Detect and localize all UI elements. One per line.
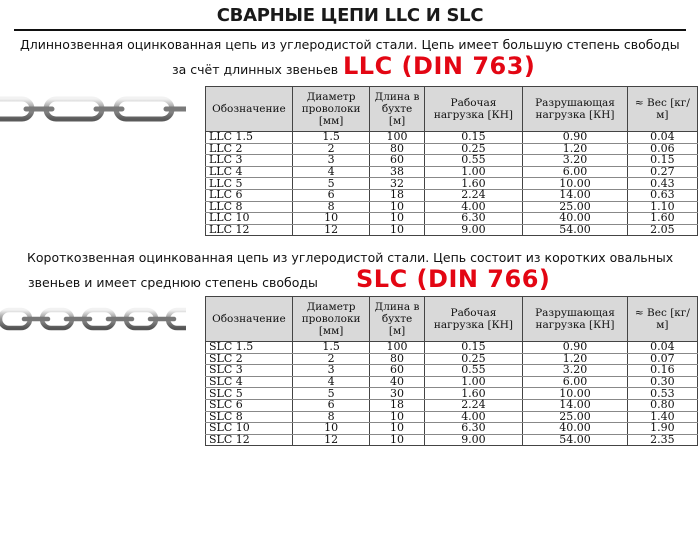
table-row — [206, 411, 698, 423]
table-cell: 6.30 — [424, 213, 522, 225]
table-cell: 4 — [292, 166, 369, 178]
cell-designation: SLC 12 — [206, 434, 293, 446]
table-cell: 0.07 — [627, 353, 697, 365]
llc-spec-table — [205, 86, 698, 236]
table-cell: 4.00 — [424, 201, 522, 213]
table-cell: 4.00 — [424, 411, 522, 423]
llc-standard-code: LLC (DIN 763) — [343, 52, 536, 80]
table-cell: 1.60 — [627, 213, 697, 225]
table-cell: 1.10 — [627, 201, 697, 213]
cell-designation: SLC 8 — [206, 411, 293, 423]
table-cell: 1.90 — [627, 423, 697, 435]
cell-designation: LLC 12 — [206, 224, 293, 236]
table-cell: 10.00 — [523, 388, 628, 400]
table-row — [206, 143, 698, 155]
table-cell: 38 — [370, 166, 424, 178]
table-cell: 6.30 — [424, 423, 522, 435]
cell-designation: SLC 10 — [206, 423, 293, 435]
table-cell: 3.20 — [523, 155, 628, 167]
short-link-chain-icon — [0, 306, 186, 332]
table-cell: 0.43 — [627, 178, 697, 190]
slc-spec-table — [205, 296, 698, 446]
table-cell: 25.00 — [523, 411, 628, 423]
table-cell: 6.00 — [523, 376, 628, 388]
table-cell: 1.60 — [424, 178, 522, 190]
table-cell: 54.00 — [523, 224, 628, 236]
table-cell: 2.05 — [627, 224, 697, 236]
table-cell: 0.04 — [627, 342, 697, 354]
column-header-weight: ≈ Вес [кг/м] — [627, 87, 697, 132]
table-cell: 32 — [370, 178, 424, 190]
table-row — [206, 353, 698, 365]
table-cell: 2 — [292, 353, 369, 365]
table-row — [206, 132, 698, 144]
llc-description-line-1: Длиннозвенная оцинкованная цепь из углеродистой стали. Цепь имеет большую степень свободы — [20, 37, 680, 52]
table-cell: 8 — [292, 201, 369, 213]
cell-designation: LLC 8 — [206, 201, 293, 213]
table-cell: 54.00 — [523, 434, 628, 446]
table-cell: 9.00 — [424, 224, 522, 236]
table-cell: 60 — [370, 365, 424, 377]
column-header-wire-diameter: Диаметр проволоки [мм] — [292, 297, 369, 342]
table-cell: 0.63 — [627, 189, 697, 201]
table-cell: 0.30 — [627, 376, 697, 388]
table-cell: 10 — [370, 434, 424, 446]
llc-description-line-2: за счёт длинных звеньев — [172, 62, 339, 77]
column-header-coil-length: Длина в бухте [м] — [370, 297, 424, 342]
table-row — [206, 376, 698, 388]
table-cell: 0.16 — [627, 365, 697, 377]
slc-header-row — [206, 297, 698, 342]
cell-designation: LLC 1.5 — [206, 132, 293, 144]
cell-designation: LLC 6 — [206, 189, 293, 201]
table-cell: 6 — [292, 189, 369, 201]
table-cell: 1.40 — [627, 411, 697, 423]
table-cell: 1.20 — [523, 353, 628, 365]
table-cell: 0.25 — [424, 143, 522, 155]
table-cell: 100 — [370, 342, 424, 354]
table-cell: 14.00 — [523, 189, 628, 201]
table-cell: 1.00 — [424, 166, 522, 178]
table-cell: 100 — [370, 132, 424, 144]
column-header-designation: Обозначение — [206, 297, 293, 342]
table-cell: 40.00 — [523, 213, 628, 225]
table-row — [206, 423, 698, 435]
table-cell: 0.06 — [627, 143, 697, 155]
column-header-coil-length: Длина в бухте [м] — [370, 87, 424, 132]
table-cell: 40 — [370, 376, 424, 388]
cell-designation: SLC 6 — [206, 399, 293, 411]
table-cell: 5 — [292, 388, 369, 400]
column-header-wire-diameter: Диаметр проволоки [мм] — [292, 87, 369, 132]
cell-designation: LLC 5 — [206, 178, 293, 190]
table-cell: 10 — [370, 201, 424, 213]
cell-designation: SLC 1.5 — [206, 342, 293, 354]
table-cell: 0.15 — [627, 155, 697, 167]
cell-designation: LLC 10 — [206, 213, 293, 225]
table-cell: 3 — [292, 365, 369, 377]
cell-designation: SLC 2 — [206, 353, 293, 365]
table-cell: 0.15 — [424, 132, 522, 144]
page-title: СВАРНЫЕ ЦЕПИ LLC И SLC — [216, 5, 484, 26]
table-cell: 3 — [292, 155, 369, 167]
title-divider — [14, 29, 686, 31]
table-cell: 10 — [370, 423, 424, 435]
table-cell: 0.90 — [523, 132, 628, 144]
table-cell: 6.00 — [523, 166, 628, 178]
slc-description-line-1: Короткозвенная оцинкованная цепь из углеродистой стали. Цепь состоит из коротких овальных — [27, 250, 674, 265]
table-cell: 0.55 — [424, 155, 522, 167]
column-header-designation: Обозначение — [206, 87, 293, 132]
column-header-breaking-load: Разрушающая нагрузка [КН] — [523, 297, 628, 342]
column-header-working-load: Рабочая нагрузка [КН] — [424, 87, 522, 132]
cell-designation: SLC 4 — [206, 376, 293, 388]
table-cell: 3.20 — [523, 365, 628, 377]
table-cell: 0.55 — [424, 365, 522, 377]
table-cell: 2.24 — [424, 189, 522, 201]
table-row — [206, 155, 698, 167]
table-row — [206, 166, 698, 178]
cell-designation: LLC 2 — [206, 143, 293, 155]
table-cell: 18 — [370, 189, 424, 201]
table-cell: 10 — [370, 224, 424, 236]
table-row — [206, 213, 698, 225]
table-cell: 60 — [370, 155, 424, 167]
table-row — [206, 399, 698, 411]
table-cell: 1.20 — [523, 143, 628, 155]
table-cell: 40.00 — [523, 423, 628, 435]
table-cell: 9.00 — [424, 434, 522, 446]
table-cell: 1.5 — [292, 132, 369, 144]
table-cell: 0.90 — [523, 342, 628, 354]
table-cell: 2.35 — [627, 434, 697, 446]
long-link-chain-icon — [0, 94, 186, 124]
table-cell: 10.00 — [523, 178, 628, 190]
table-cell: 0.80 — [627, 399, 697, 411]
table-row — [206, 388, 698, 400]
column-header-breaking-load: Разрушающая нагрузка [КН] — [523, 87, 628, 132]
table-cell: 10 — [370, 213, 424, 225]
table-cell: 12 — [292, 434, 369, 446]
table-cell: 30 — [370, 388, 424, 400]
table-row — [206, 434, 698, 446]
table-cell: 80 — [370, 143, 424, 155]
table-row — [206, 201, 698, 213]
table-row — [206, 365, 698, 377]
cell-designation: SLC 3 — [206, 365, 293, 377]
table-cell: 10 — [370, 411, 424, 423]
llc-header-row — [206, 87, 698, 132]
column-header-weight: ≈ Вес [кг/м] — [627, 297, 697, 342]
table-cell: 0.04 — [627, 132, 697, 144]
cell-designation: SLC 5 — [206, 388, 293, 400]
slc-description-line-2: звеньев и имеет среднюю степень свободы — [28, 275, 318, 290]
column-header-working-load: Рабочая нагрузка [КН] — [424, 297, 522, 342]
table-cell: 2.24 — [424, 399, 522, 411]
table-cell: 0.15 — [424, 342, 522, 354]
table-cell: 10 — [292, 423, 369, 435]
table-cell: 12 — [292, 224, 369, 236]
table-row — [206, 189, 698, 201]
table-cell: 1.5 — [292, 342, 369, 354]
table-cell: 6 — [292, 399, 369, 411]
cell-designation: LLC 4 — [206, 166, 293, 178]
table-cell: 0.53 — [627, 388, 697, 400]
table-cell: 18 — [370, 399, 424, 411]
table-row — [206, 342, 698, 354]
table-cell: 5 — [292, 178, 369, 190]
table-cell: 8 — [292, 411, 369, 423]
table-cell: 1.00 — [424, 376, 522, 388]
table-cell: 0.25 — [424, 353, 522, 365]
table-cell: 10 — [292, 213, 369, 225]
cell-designation: LLC 3 — [206, 155, 293, 167]
table-cell: 4 — [292, 376, 369, 388]
slc-standard-code: SLC (DIN 766) — [356, 265, 551, 293]
table-cell: 14.00 — [523, 399, 628, 411]
table-row — [206, 224, 698, 236]
table-cell: 80 — [370, 353, 424, 365]
table-cell: 25.00 — [523, 201, 628, 213]
table-row — [206, 178, 698, 190]
table-cell: 2 — [292, 143, 369, 155]
table-cell: 0.27 — [627, 166, 697, 178]
table-cell: 1.60 — [424, 388, 522, 400]
